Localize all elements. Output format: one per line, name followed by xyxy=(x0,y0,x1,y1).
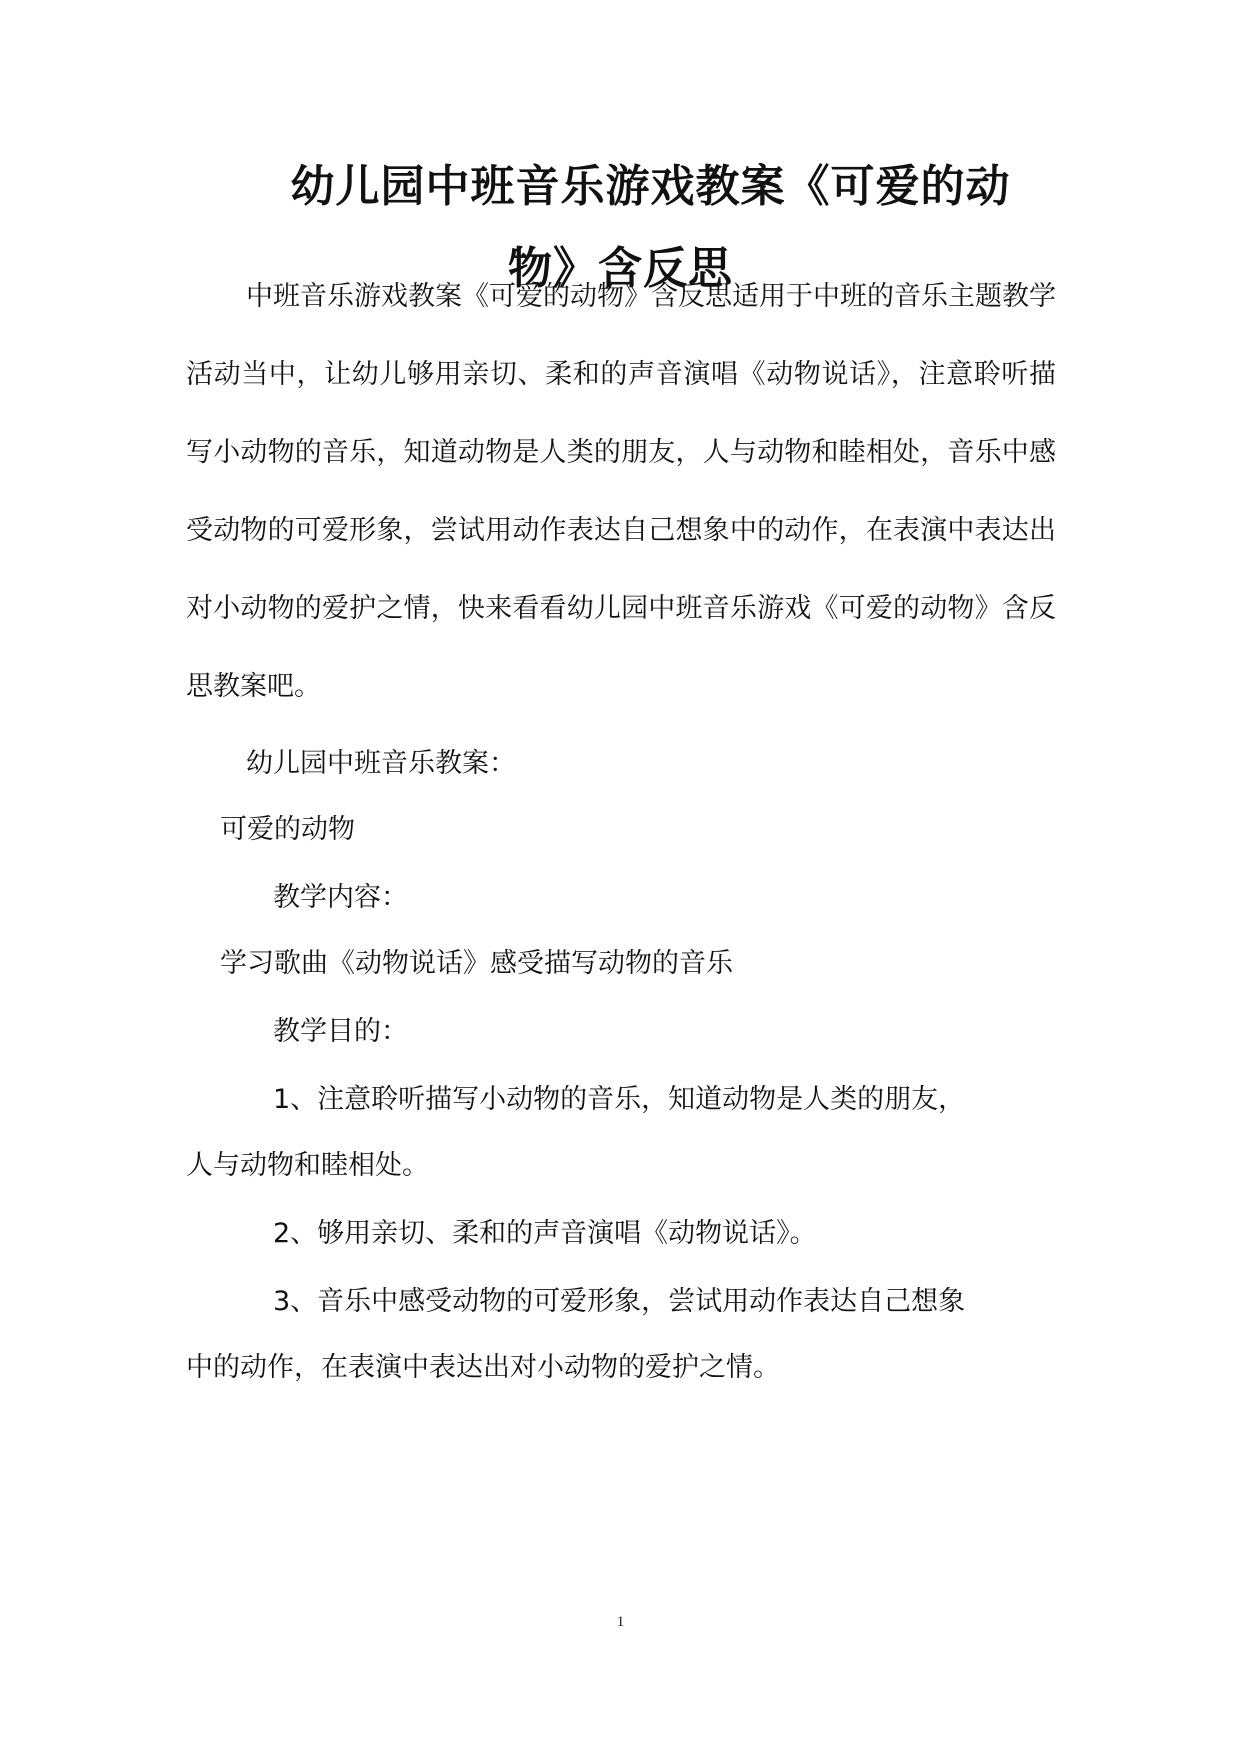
goals-label: 教学目的： xyxy=(273,1016,408,1047)
content-text: 学习歌曲《动物说话》感受描写动物的音乐 xyxy=(220,948,733,979)
document-title-line-2: 物》含反思 xyxy=(508,243,733,294)
document-title-line-1: 幼儿园中班音乐游戏教案《可爱的动 xyxy=(290,161,1011,212)
lesson-name: 可爱的动物 xyxy=(220,814,355,845)
goal-1-line-1: 1、注意聆听描写小动物的音乐，知道动物是人类的朋友， xyxy=(273,1084,966,1115)
goal-1-line-2: 人与动物和睦相处。 xyxy=(186,1150,429,1181)
goal-3-line-1: 3、音乐中感受动物的可爱形象，尝试用动作表达自己想象 xyxy=(273,1286,966,1317)
page-number: 1 xyxy=(616,1614,625,1630)
goal-3-line-2: 中的动作，在表演中表达出对小动物的爱护之情。 xyxy=(186,1352,780,1383)
content-label: 教学内容： xyxy=(273,882,408,913)
section-heading: 幼儿园中班音乐教案： xyxy=(246,748,516,779)
goal-2: 2、够用亲切、柔和的声音演唱《动物说话》。 xyxy=(273,1218,817,1249)
intro-paragraph: 中班音乐游戏教案《可爱的动物》含反思适用于中班的音乐主题教学活动当中，让幼儿够用亲切、柔和的声音演唱《动物说话》，注意聆听描写小动物的音乐，知道动物是人类的朋友，人与动物和睦相处，音乐中感受动物的可爱形象，尝试用动作表达自己想象中的动作，在表演中表达出对小动物的爱护之情，快来看看幼儿园中班音乐游戏《可爱的动物》含反思教案吧。 xyxy=(186,281,1056,702)
